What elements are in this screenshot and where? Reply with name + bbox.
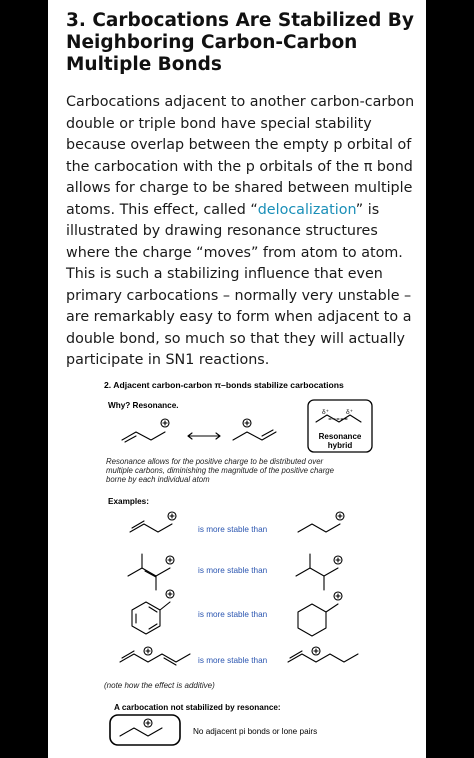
delta-plus-left: δ⁺ — [322, 409, 330, 416]
body-paragraph — [66, 92, 418, 372]
comparison-1: is more stable than — [198, 525, 268, 534]
not-stabilized-text: No adjacent pi bonds or lone pairs — [193, 727, 318, 736]
comparison-2: is more stable than — [198, 566, 268, 575]
comparison-3: is more stable than — [198, 610, 268, 619]
section-heading: 3. Carbocations Are Stabilized By Neighboring Carbon-Carbon Multiple Bonds — [66, 10, 414, 75]
example-3-right — [298, 592, 342, 636]
example-2-left — [128, 554, 174, 590]
explanation-line-2: multiple carbons, diminishing the magnitude of the positive charge — [106, 466, 334, 475]
example-1-left — [130, 512, 176, 532]
additive-note: (note how the effect is additive) — [104, 681, 215, 690]
example-2-right — [296, 554, 342, 590]
not-stabilized-title: A carbocation not stabilized by resonance: — [114, 703, 281, 712]
article-page — [48, 0, 426, 758]
resonance-arrow — [188, 433, 220, 439]
hybrid-structure — [316, 415, 361, 422]
why-label: Why? Resonance. — [108, 401, 179, 410]
allyl-structure-2 — [233, 419, 276, 440]
example-1-right — [298, 512, 344, 532]
comparison-4: is more stable than — [198, 656, 268, 665]
carbocation-figure — [48, 370, 426, 758]
not-stabilized-structure — [120, 719, 162, 736]
allyl-structure-1 — [122, 419, 169, 442]
delta-plus-right: δ⁺ — [346, 409, 354, 416]
examples-label: Examples: — [108, 497, 149, 506]
explanation-line-1: Resonance allows for the positive charge to be distributed over — [106, 457, 324, 466]
hybrid-label-line1: Resonance — [318, 432, 362, 441]
hybrid-label-line2: hybrid — [327, 441, 353, 450]
example-4-left — [120, 647, 190, 665]
delocalization-link[interactable]: delocalization — [257, 201, 356, 218]
paragraph-text-start: Carbocations adjacent to another carbon-carbon double or triple bond have special stability because overlap between the empty p orbital of the carbocation with the p orbitals of the π bond allows for charge to be shared between multiple atoms. This effect, called “ — [66, 94, 415, 218]
example-3-left — [132, 590, 174, 634]
paragraph-text-end: ” is illustrated by drawing resonance structures where the charge “moves” from atom to atom. This is such a stabilizing influence that even primary carbocations – normally very unstable – are remarkably easy to form when adjacent to a double bond, so much so that they will actually participate in SN1 reactions. — [66, 201, 412, 368]
figure-title: 2. Adjacent carbon-carbon π–bonds stabilize carbocations — [104, 380, 344, 390]
explanation-line-3: borne by each individual atom — [106, 475, 210, 484]
example-4-right — [288, 647, 358, 662]
